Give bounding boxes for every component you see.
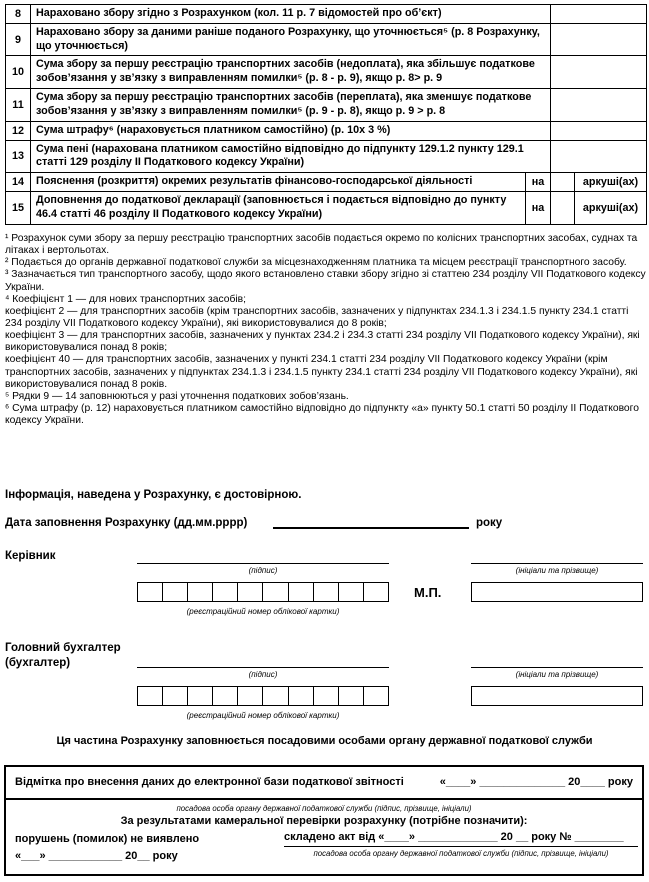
table-row bbox=[6, 121, 647, 140]
row-value-cell[interactable] bbox=[551, 140, 647, 173]
row-number: 14 bbox=[6, 173, 31, 192]
row-description: Сума штрафу⁶ (нараховується платником самостійно) (р. 10х 3 %) bbox=[31, 121, 551, 140]
row-number: 9 bbox=[6, 23, 31, 56]
footnote: коефіцієнт 40 — для транспортних засобів, зазначених у пункті 234.1 статті 234 розділу VII Податкового кодексу України (крім транспортних засобів, зазначених у підпунктах 234.1.3 і 234.1.5 пункту 234.1 статті 234 розділу VII Податкового кодексу України), які використовувалися понад 8 років. bbox=[5, 354, 638, 390]
footnote: ² Подається до органів державної податкової служби за місцезнаходженням платника та місцем реєстрації транспортного засобу. bbox=[5, 257, 627, 269]
sheets-on-label: на bbox=[526, 173, 551, 192]
accountant-subtitle: (бухгалтер) bbox=[5, 657, 71, 669]
reg-box-cell[interactable] bbox=[339, 687, 364, 705]
reg-box-cell[interactable] bbox=[163, 687, 188, 705]
entry-mark-row bbox=[15, 776, 633, 788]
initials-caption: (ініціали та прізвище) bbox=[515, 566, 599, 575]
table-row bbox=[6, 140, 647, 173]
reg-box-cell[interactable] bbox=[364, 583, 388, 601]
calc-table-body bbox=[6, 5, 647, 225]
no-violations-date-blank[interactable]: «___» ____________ 20__ року bbox=[15, 850, 178, 862]
table-row bbox=[6, 89, 647, 122]
director-signature-block bbox=[0, 548, 649, 626]
reg-box-cell[interactable] bbox=[314, 583, 339, 601]
accountant-signature-area bbox=[0, 667, 649, 727]
tax-office-section bbox=[4, 765, 644, 876]
table-row bbox=[6, 5, 647, 24]
table-row bbox=[6, 56, 647, 89]
row-number: 10 bbox=[6, 56, 31, 89]
accountant-signature-block bbox=[0, 639, 649, 720]
signature-caption: (підпис) bbox=[248, 566, 278, 575]
no-violations-option[interactable]: порушень (помилок) не виявлено bbox=[15, 833, 200, 845]
row-number: 11 bbox=[6, 89, 31, 122]
entry-mark-date-blank[interactable]: «____» ______________ 20____ року bbox=[439, 776, 633, 788]
reg-number-caption: (реєстраційний номер облікової картки) bbox=[186, 711, 340, 720]
row-description: Сума збору за першу реєстрацію транспортних засобів (переплата), яка зменшує податкове зобов’язання у зв’язку з виправленням помилки⁵ (р. 9 - р. 8), якщо р. 9 > р. 8 bbox=[31, 89, 551, 122]
reg-box-cell[interactable] bbox=[213, 583, 238, 601]
table-row bbox=[6, 191, 647, 224]
footnote: ⁶ Сума штрафу (р. 12) нараховується платником самостійно відповідно до підпункту «а» пункту 50.1 статті 50 розділу II Податкового кодексу України. bbox=[5, 402, 639, 427]
stamp-label: М.П. bbox=[414, 585, 442, 600]
signature-line[interactable] bbox=[137, 563, 389, 564]
reg-number-boxes[interactable] bbox=[137, 686, 389, 706]
official-signature-line[interactable] bbox=[284, 846, 638, 847]
accountant-title: Головний бухгалтер bbox=[5, 642, 121, 654]
initials-line[interactable] bbox=[471, 667, 643, 668]
sheets-on-label: на bbox=[526, 191, 551, 224]
official-signature-caption-2: посадова особа органу державної податкової служби (підпис, прізвище, ініціали) bbox=[313, 849, 609, 858]
row-value-cell[interactable] bbox=[551, 5, 647, 24]
tax-office-note: Ця частина Розрахунку заповнюється посадовими особами органу державної податкової служби bbox=[56, 735, 593, 747]
director-title: Керівник bbox=[5, 550, 56, 562]
reg-box-cell[interactable] bbox=[188, 583, 213, 601]
reg-box-cell[interactable] bbox=[339, 583, 364, 601]
row-number: 12 bbox=[6, 121, 31, 140]
reg-box-cell[interactable] bbox=[138, 687, 163, 705]
signature-line[interactable] bbox=[137, 667, 389, 668]
row-value-cell[interactable] bbox=[551, 23, 647, 56]
reg-box-cell[interactable] bbox=[263, 583, 288, 601]
row-description: Нараховано збору згідно з Розрахунком (кол. 11 р. 7 відомостей про об’єкт) bbox=[31, 5, 551, 24]
entry-mark-label: Відмітка про внесення даних до електронної бази податкової звітності bbox=[15, 776, 404, 788]
reg-box-cell[interactable] bbox=[238, 583, 263, 601]
reg-box-cell[interactable] bbox=[314, 687, 339, 705]
initials-box[interactable] bbox=[471, 686, 643, 706]
reg-box-cell[interactable] bbox=[364, 687, 388, 705]
audit-right-option bbox=[284, 831, 638, 858]
reg-box-cell[interactable] bbox=[263, 687, 288, 705]
sheets-label: аркуші(ах) bbox=[575, 191, 647, 224]
row-description: Пояснення (розкриття) окремих результатів фінансово-господарської діяльності bbox=[31, 173, 526, 192]
reg-number-caption: (реєстраційний номер облікової картки) bbox=[186, 607, 340, 616]
audit-result-title: За результатами камеральної перевірки розрахунку (потрібне позначити): bbox=[120, 815, 528, 827]
footnote: ⁴ Коефіцієнт 1 — для нових транспортних засобів; bbox=[5, 293, 246, 305]
calc-table bbox=[5, 4, 647, 225]
reg-box-cell[interactable] bbox=[289, 583, 314, 601]
reg-box-cell[interactable] bbox=[289, 687, 314, 705]
sheets-count-cell[interactable] bbox=[551, 191, 575, 224]
director-signature-area bbox=[0, 563, 649, 623]
row-description: Сума пені (нарахована платником самостійно відповідно до підпункту 129.1.2 пункту 129.1 статті 129 розділу II Податкового кодексу України) bbox=[31, 140, 551, 173]
footnote: коефіцієнт 2 — для транспортних засобів (крім транспортних засобів, зазначених у підпунктах 234.1.3 і 234.1.5 пункту 234.1 статті 234 розділу VII Податкового кодексу України), які використовувалися до 8 років; bbox=[5, 305, 629, 329]
row-description: Нараховано збору за даними раніше поданого Розрахунку, що уточнюється⁵ (р. 8 Розрахунку, що уточнюється) bbox=[31, 23, 551, 56]
row-description: Сума збору за першу реєстрацію транспортних засобів (недоплата), яка збільшує податкове зобов’язання у зв’язку з виправленням помилки⁵ (р. 8 - р. 9), якщо р. 8> р. 9 bbox=[31, 56, 551, 89]
date-label: Дата заповнення Розрахунку (дд.мм.рррр) bbox=[5, 517, 248, 529]
divider bbox=[6, 798, 642, 800]
footnote: ³ Зазначається тип транспортного засобу, щодо якого встановлено ставки збору згідно зі статтею 234 розділу VII Податкового кодексу України. bbox=[5, 269, 646, 293]
footnote: коефіцієнт 3 — для транспортних засобів, зазначених у пунктах 234.2 і 234.3 статті 234 розділу VII Податкового кодексу України), які використовувалися понад 8 років; bbox=[5, 330, 640, 354]
sheets-count-cell[interactable] bbox=[551, 173, 575, 192]
row-value-cell[interactable] bbox=[551, 89, 647, 122]
declaration-statement: Інформація, наведена у Розрахунку, є достовірною. bbox=[5, 489, 302, 501]
date-suffix: року bbox=[476, 517, 503, 529]
row-number: 13 bbox=[6, 140, 31, 173]
reg-number-boxes[interactable] bbox=[137, 582, 389, 602]
row-value-cell[interactable] bbox=[551, 121, 647, 140]
initials-line[interactable] bbox=[471, 563, 643, 564]
act-drawn-option[interactable]: складено акт від «____» _____________ 20 __ року № ________ bbox=[284, 831, 624, 843]
row-number: 15 bbox=[6, 191, 31, 224]
footnote: ¹ Розрахунок суми збору за першу реєстрацію транспортних засобів подається окремо по колісних транспортних засобах, суднах та літаках і вертольотах. bbox=[5, 233, 638, 257]
audit-left-option bbox=[15, 831, 199, 865]
table-row bbox=[6, 173, 647, 192]
initials-caption: (ініціали та прізвище) bbox=[515, 670, 599, 679]
date-row bbox=[5, 517, 645, 533]
date-fill-line[interactable] bbox=[273, 516, 469, 529]
reg-box-cell[interactable] bbox=[238, 687, 263, 705]
reg-box-cell[interactable] bbox=[138, 583, 163, 601]
sheets-label: аркуші(ах) bbox=[575, 173, 647, 192]
footnotes bbox=[5, 233, 647, 427]
reg-box-cell[interactable] bbox=[213, 687, 238, 705]
row-description: Доповнення до податкової декларації (заповнюється і подається відповідно до пункту 46.4 статті 46 розділу II Податкового кодексу України) bbox=[31, 191, 526, 224]
initials-box[interactable] bbox=[471, 582, 643, 602]
row-number: 8 bbox=[6, 5, 31, 24]
reg-box-cell[interactable] bbox=[188, 687, 213, 705]
official-signature-caption: посадова особа органу державної податкової служби (підпис, прізвище, ініціали) bbox=[176, 804, 472, 813]
table-row bbox=[6, 23, 647, 56]
signature-caption: (підпис) bbox=[248, 670, 278, 679]
row-value-cell[interactable] bbox=[551, 56, 647, 89]
reg-box-cell[interactable] bbox=[163, 583, 188, 601]
footnote: ⁵ Рядки 9 — 14 заповнюються у разі уточнення податкових зобов’язань. bbox=[5, 390, 349, 402]
